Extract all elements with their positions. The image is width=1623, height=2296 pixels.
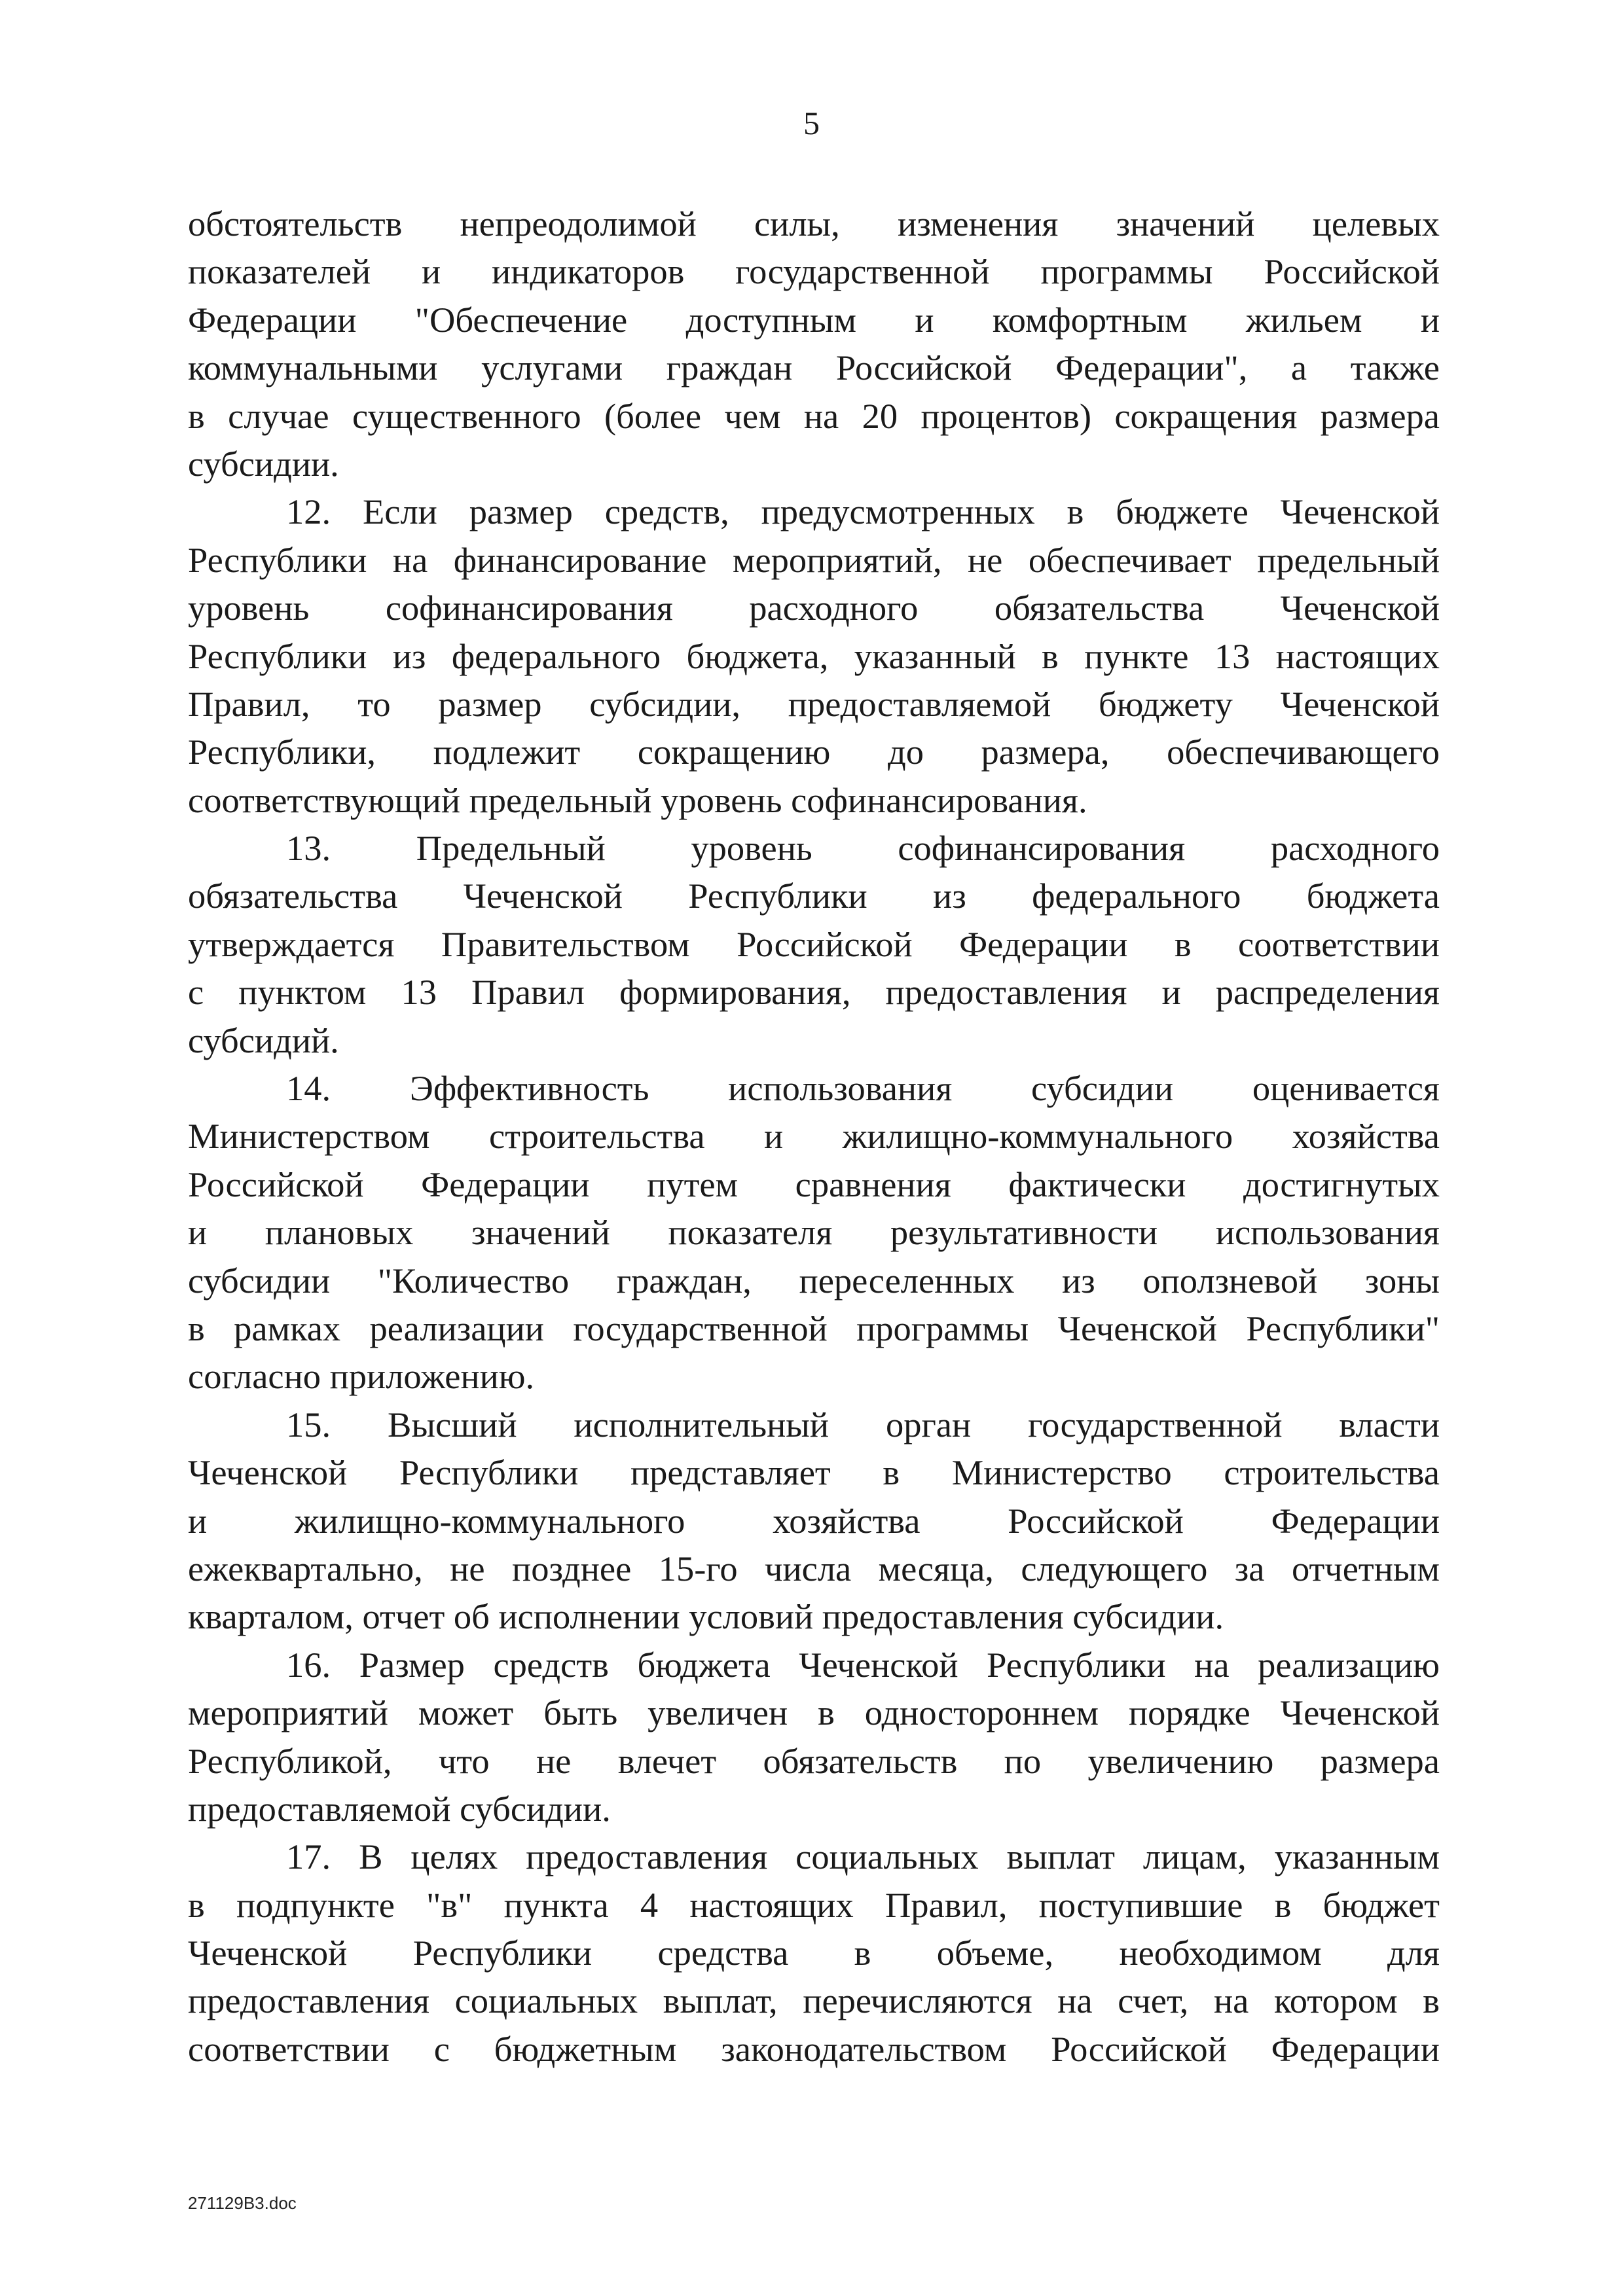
text-line: 17. В целях предоставления социальных выплат лицам, указанным	[286, 1837, 1440, 1877]
text-line: Российской Федерации путем сравнения фактически достигнутых	[188, 1164, 1440, 1204]
document-body	[188, 200, 1440, 2073]
text-line: соответствующий предельный уровень софинансирования.	[188, 780, 1087, 820]
text-line: Чеченской Республики представляет в Министерство строительства	[188, 1452, 1440, 1493]
text-line: 16. Размер средств бюджета Чеченской Республики на реализацию	[286, 1644, 1440, 1685]
text-line: 13. Предельный уровень софинансирования расходного	[286, 828, 1440, 869]
paragraph-17	[188, 1833, 1440, 2073]
text-line: 12. Если размер средств, предусмотренных в бюджете Чеченской	[286, 492, 1440, 532]
text-line: Республики, подлежит сокращению до размера, обеспечивающего	[188, 732, 1440, 772]
text-line: предоставляемой субсидии.	[188, 1788, 611, 1829]
text-line: Республики из федерального бюджета, указанный в пункте 13 настоящих	[188, 636, 1440, 676]
text-line: уровень софинансирования расходного обязательства Чеченской	[188, 588, 1440, 628]
text-line: и жилищно-коммунального хозяйства Российской Федерации	[188, 1500, 1440, 1541]
text-line: Правил, то размер субсидии, предоставляемой бюджету Чеченской	[188, 683, 1440, 724]
text-line: субсидии.	[188, 443, 339, 484]
paragraph-14	[188, 1064, 1440, 1401]
paragraph-13	[188, 824, 1440, 1064]
text-line: и плановых значений показателя результативности использования	[188, 1212, 1440, 1253]
text-line: субсидий.	[188, 1020, 339, 1060]
text-line: предоставления социальных выплат, перечисляются на счет, на котором в	[188, 1981, 1440, 2021]
text-line: в подпункте "в" пункта 4 настоящих Правил, поступившие в бюджет	[188, 1884, 1440, 1925]
text-line: 14. Эффективность использования субсидии оценивается	[286, 1068, 1440, 1109]
text-line: Республикой, что не влечет обязательств по увеличению размера	[188, 1740, 1440, 1781]
text-line: соответствии с бюджетным законодательством Российской Федерации	[188, 2028, 1440, 2069]
paragraph-15	[188, 1401, 1440, 1641]
text-line: 15. Высший исполнительный орган государственной власти	[286, 1404, 1440, 1444]
paragraph-continuation	[188, 200, 1440, 488]
text-line: коммунальными услугами граждан Российской Федерации", а также	[188, 348, 1440, 388]
text-line: показателей и индикаторов государственной программы Российской	[188, 251, 1440, 292]
text-line: Федерации "Обеспечение доступным и комфортным жильем и	[188, 299, 1440, 340]
text-line: Министерством строительства и жилищно-коммунального хозяйства	[188, 1116, 1440, 1157]
text-line: обстоятельств непреодолимой силы, изменения значений целевых	[188, 204, 1440, 243]
paragraph-12	[188, 488, 1440, 824]
text-line: утверждается Правительством Российской Федерации в соответствии	[188, 924, 1440, 964]
text-line: с пунктом 13 Правил формирования, предоставления и распределения	[188, 972, 1440, 1013]
text-line: согласно приложению.	[188, 1356, 535, 1397]
paragraph-16	[188, 1641, 1440, 1833]
text-line: кварталом, отчет об исполнении условий предоставления субсидии.	[188, 1596, 1224, 1637]
text-line: ежеквартально, не позднее 15-го числа месяца, следующего за отчетным	[188, 1548, 1440, 1588]
text-line: Чеченской Республики средства в объеме, необходимом для	[188, 1933, 1440, 1973]
page-number: 5	[803, 105, 820, 141]
document-footer-code: 271129B3.doc	[188, 2193, 297, 2213]
text-line: обязательства Чеченской Республики из федерального бюджета	[188, 876, 1440, 916]
text-line: в случае существенного (более чем на 20 процентов) сокращения размера	[188, 395, 1440, 436]
text-line: мероприятий может быть увеличен в одностороннем порядке Чеченской	[188, 1693, 1440, 1733]
text-line: субсидии "Количество граждан, переселенных из оползневой зоны	[188, 1260, 1440, 1300]
text-line: Республики на финансирование мероприятий, не обеспечивает предельный	[188, 539, 1440, 580]
text-line: в рамках реализации государственной программы Чеченской Республики"	[188, 1308, 1440, 1348]
